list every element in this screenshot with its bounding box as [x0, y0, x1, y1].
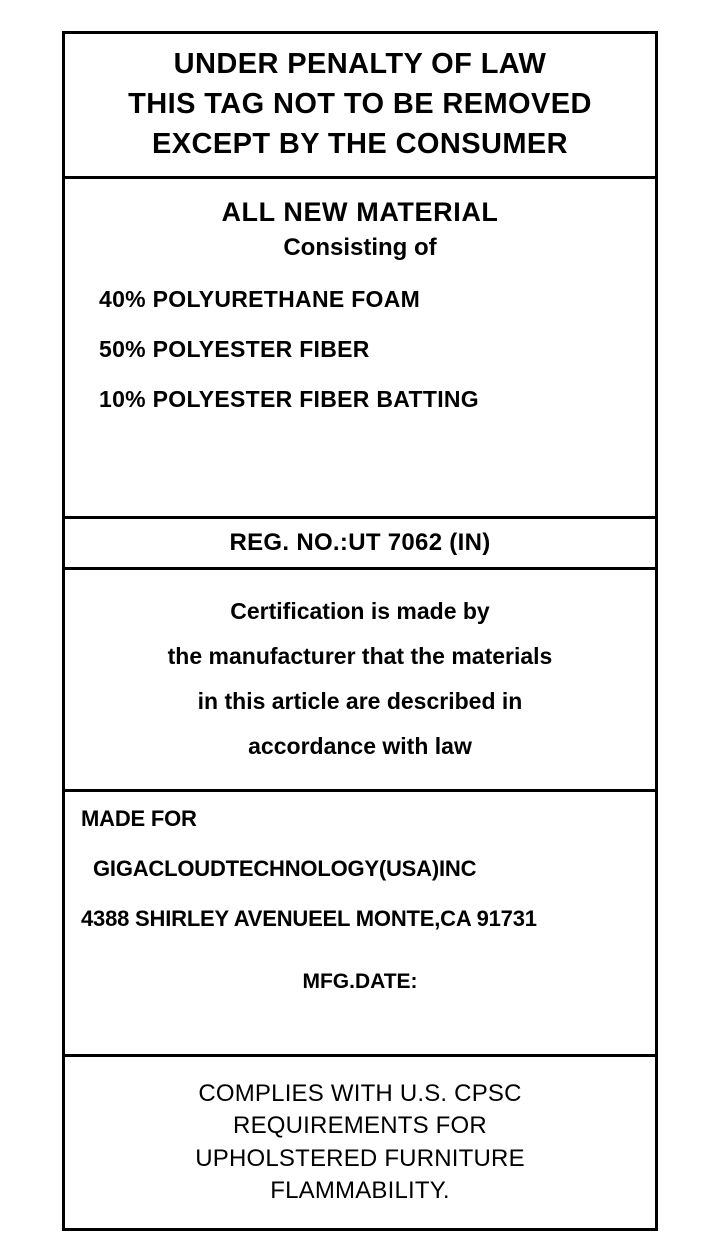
materials-list	[71, 286, 649, 436]
materials-list-item: 40% POLYURETHANE FOAM	[99, 286, 421, 313]
compliance-line: COMPLIES WITH U.S. CPSC	[198, 1079, 522, 1107]
registration-number-text: REG. NO.:UT 7062 (IN)	[229, 529, 491, 557]
manufacturer-company: GIGACLOUDTECHNOLOGY(USA)INC	[93, 856, 477, 882]
law-label-tag	[62, 31, 658, 1231]
manufacturer-address: 4388 SHIRLEY AVENUEEL MONTE,CA 91731	[81, 906, 537, 932]
certification-line: the manufacturer that the materials	[167, 642, 553, 669]
certification-line: Certification is made by	[230, 597, 490, 624]
mfg-date-label: MFG.DATE:	[302, 970, 418, 994]
materials-subtitle: Consisting of	[283, 234, 437, 262]
compliance-line: REQUIREMENTS FOR	[233, 1112, 487, 1140]
penalty-notice-line-1: UNDER PENALTY OF LAW	[173, 48, 547, 80]
materials-title: ALL NEW MATERIAL	[221, 197, 499, 228]
compliance-line: UPHOLSTERED FURNITURE	[195, 1144, 525, 1172]
penalty-notice-line-2: THIS TAG NOT TO BE REMOVED	[128, 88, 592, 121]
certification-line: in this article are described in	[197, 687, 523, 714]
materials-list-item: 50% POLYESTER FIBER	[99, 336, 370, 363]
registration-number-section	[65, 519, 655, 570]
made-for-label: MADE FOR	[81, 806, 197, 832]
certification-section	[65, 570, 655, 792]
materials-list-item: 10% POLYESTER FIBER BATTING	[99, 386, 479, 413]
certification-line: accordance with law	[248, 732, 472, 759]
penalty-notice-section	[65, 34, 655, 179]
compliance-section	[65, 1057, 655, 1228]
compliance-line: FLAMMABILITY.	[270, 1176, 450, 1204]
materials-section	[65, 179, 655, 519]
penalty-notice-line-3: EXCEPT BY THE CONSUMER	[152, 128, 568, 161]
made-for-section	[65, 792, 655, 1057]
